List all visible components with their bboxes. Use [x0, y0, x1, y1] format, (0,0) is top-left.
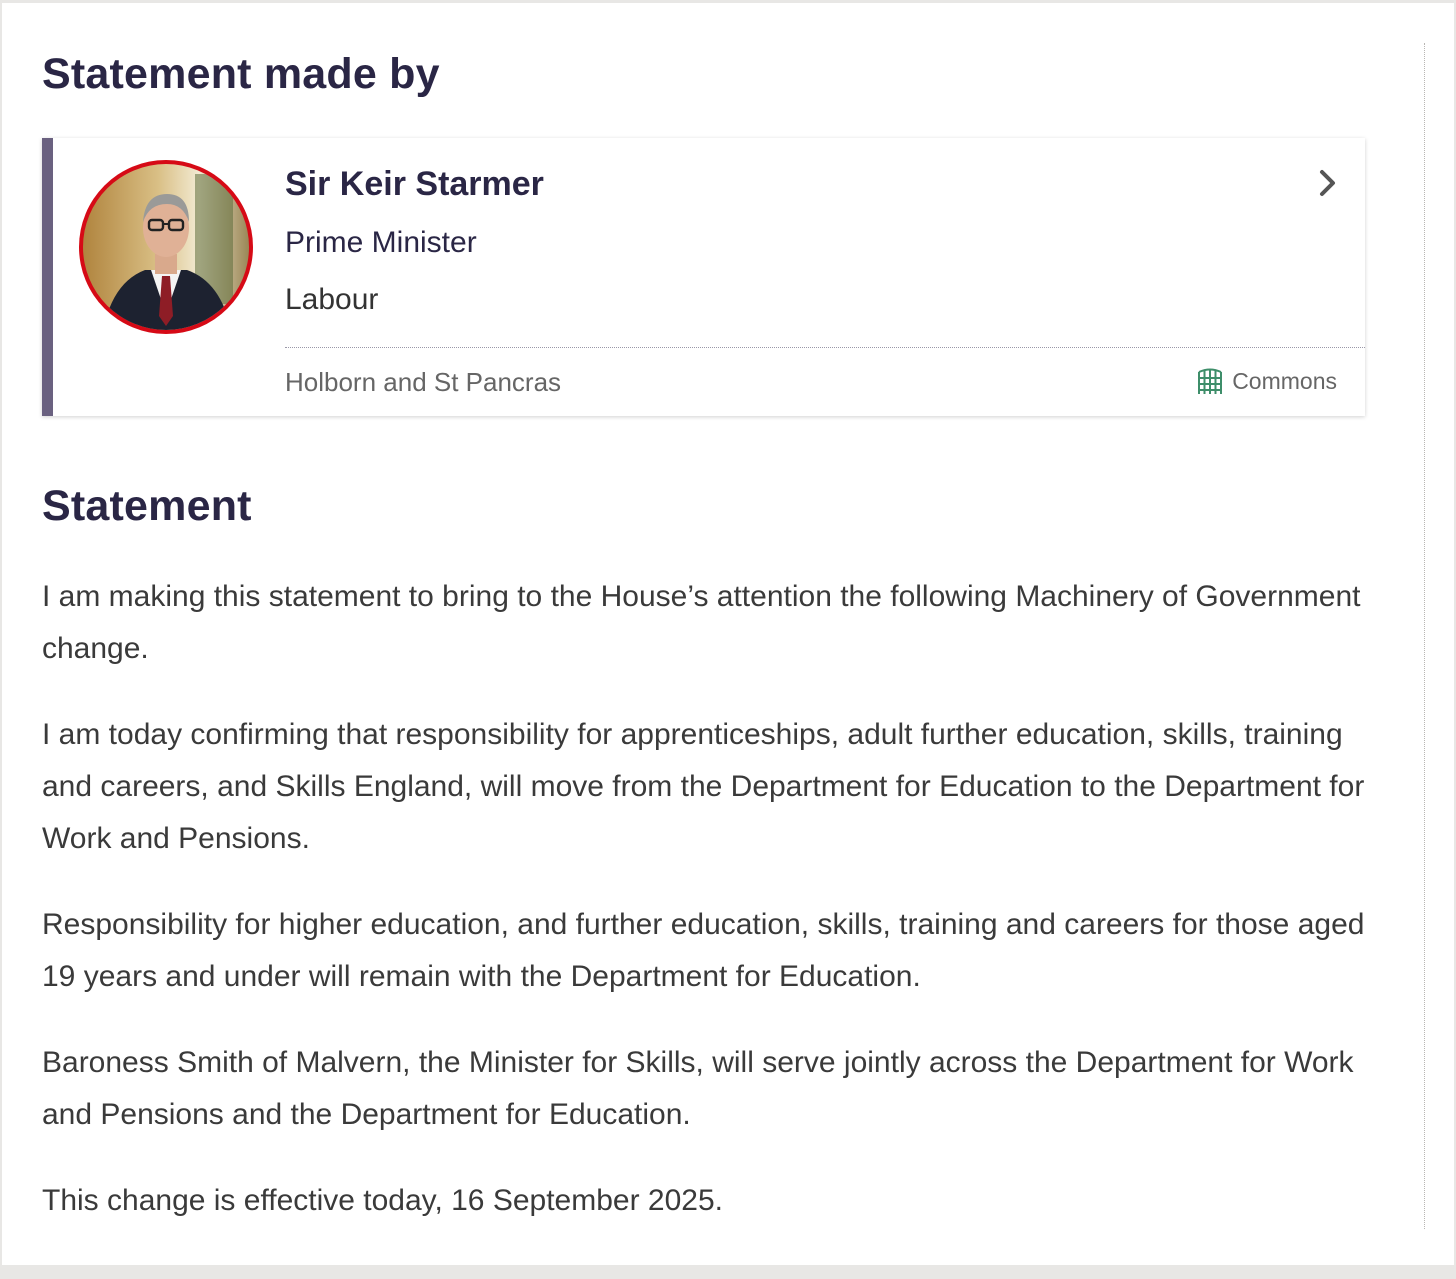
member-portrait: [83, 164, 249, 330]
statement-paragraph: This change is effective today, 16 September 2025.: [42, 1184, 723, 1217]
member-constituency: Holborn and St Pancras: [285, 367, 562, 397]
statement-paragraph: Responsibility for higher education, and further education, skills, training and careers for those aged 19 years and under will remain with the Department for Education.: [42, 908, 1365, 993]
member-name[interactable]: Sir Keir Starmer: [285, 165, 544, 203]
card-divider: [285, 347, 1365, 348]
chevron-right-icon[interactable]: [1317, 168, 1339, 198]
member-party: Labour: [285, 283, 379, 316]
statement-paragraph: I am making this statement to bring to the House’s attention the following Machinery of Government change.: [42, 580, 1361, 665]
statement-heading: Statement: [42, 482, 252, 530]
portcullis-icon: [1196, 366, 1224, 396]
page: [2, 3, 1454, 1265]
statement-paragraph: I am today confirming that responsibility for apprenticeships, adult further education, skills, training and careers, and Skills England, will move from the Department for Education to the Department for Work and Pensions.: [42, 718, 1365, 855]
member-avatar: [79, 160, 253, 334]
statement-body: [42, 571, 1382, 1261]
statement-paragraph: Baroness Smith of Malvern, the Minister for Skills, will serve jointly across the Department for Work and Pensions and the Department for Education.: [42, 1046, 1354, 1131]
member-role: Prime Minister: [285, 226, 477, 259]
member-card[interactable]: [42, 138, 1365, 416]
statement-made-by-heading: Statement made by: [42, 50, 440, 98]
column-divider: [1424, 43, 1425, 1229]
house-indicator: [1196, 366, 1337, 396]
house-label: Commons: [1232, 367, 1337, 394]
